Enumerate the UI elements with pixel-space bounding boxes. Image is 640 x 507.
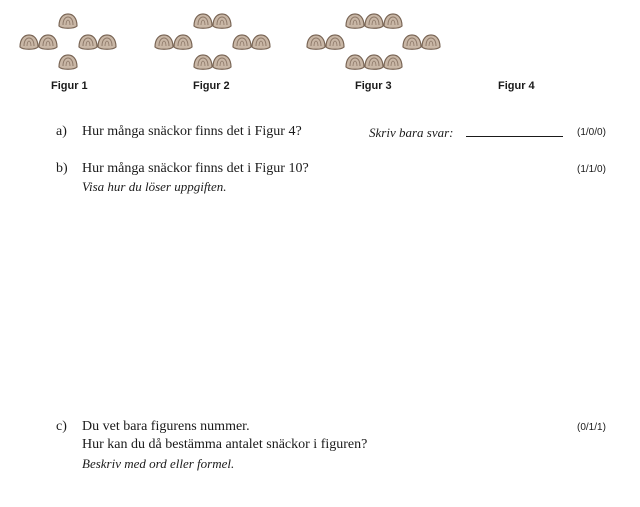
shell — [98, 35, 116, 49]
question-instruction: Visa hur du löser uppgiften. — [82, 179, 227, 194]
points-b: (1/1/0) — [577, 164, 606, 175]
question-text: Du vet bara figurens nummer. — [82, 419, 250, 434]
shell — [174, 35, 192, 49]
question-letter: b) — [56, 161, 68, 176]
question-text: Hur många snäckor finns det i Figur 10? — [82, 161, 309, 176]
shell — [384, 14, 402, 28]
shell — [194, 55, 212, 69]
shell — [346, 55, 364, 69]
shell — [213, 14, 231, 28]
question-letter: c) — [56, 419, 67, 434]
shell — [59, 55, 77, 69]
question-letter: a) — [56, 124, 67, 139]
shell — [20, 35, 38, 49]
shell — [365, 14, 383, 28]
figure-3-label: Figur 3 — [355, 80, 392, 92]
figure-1-label: Figur 1 — [51, 80, 88, 92]
shell — [326, 35, 344, 49]
shell — [403, 35, 421, 49]
shell-figures — [0, 0, 640, 80]
shell — [155, 35, 173, 49]
figure-2-shells — [155, 14, 270, 69]
figure-2-label: Figur 2 — [193, 80, 230, 92]
question-instruction: Beskriv med ord eller formel. — [82, 456, 235, 471]
shell — [79, 35, 97, 49]
question-text-line-2: Hur kan du då bestämma antalet snäckor i figuren? — [82, 437, 368, 452]
shell — [365, 55, 383, 69]
figure-4-label: Figur 4 — [498, 80, 535, 92]
shell — [307, 35, 325, 49]
shell — [384, 55, 402, 69]
answer-instruction: Skriv bara svar: — [369, 125, 454, 140]
answer-line[interactable] — [466, 136, 563, 137]
shell — [213, 55, 231, 69]
shell — [59, 14, 77, 28]
figure-3-shells — [307, 14, 440, 69]
points-a: (1/0/0) — [577, 127, 606, 138]
shell — [422, 35, 440, 49]
figure-1-shells — [20, 14, 116, 69]
shell — [252, 35, 270, 49]
shell — [39, 35, 57, 49]
shell — [346, 14, 364, 28]
shell — [194, 14, 212, 28]
question-text: Hur många snäckor finns det i Figur 4? — [82, 124, 302, 139]
points-c: (0/1/1) — [577, 422, 606, 433]
shell — [233, 35, 251, 49]
